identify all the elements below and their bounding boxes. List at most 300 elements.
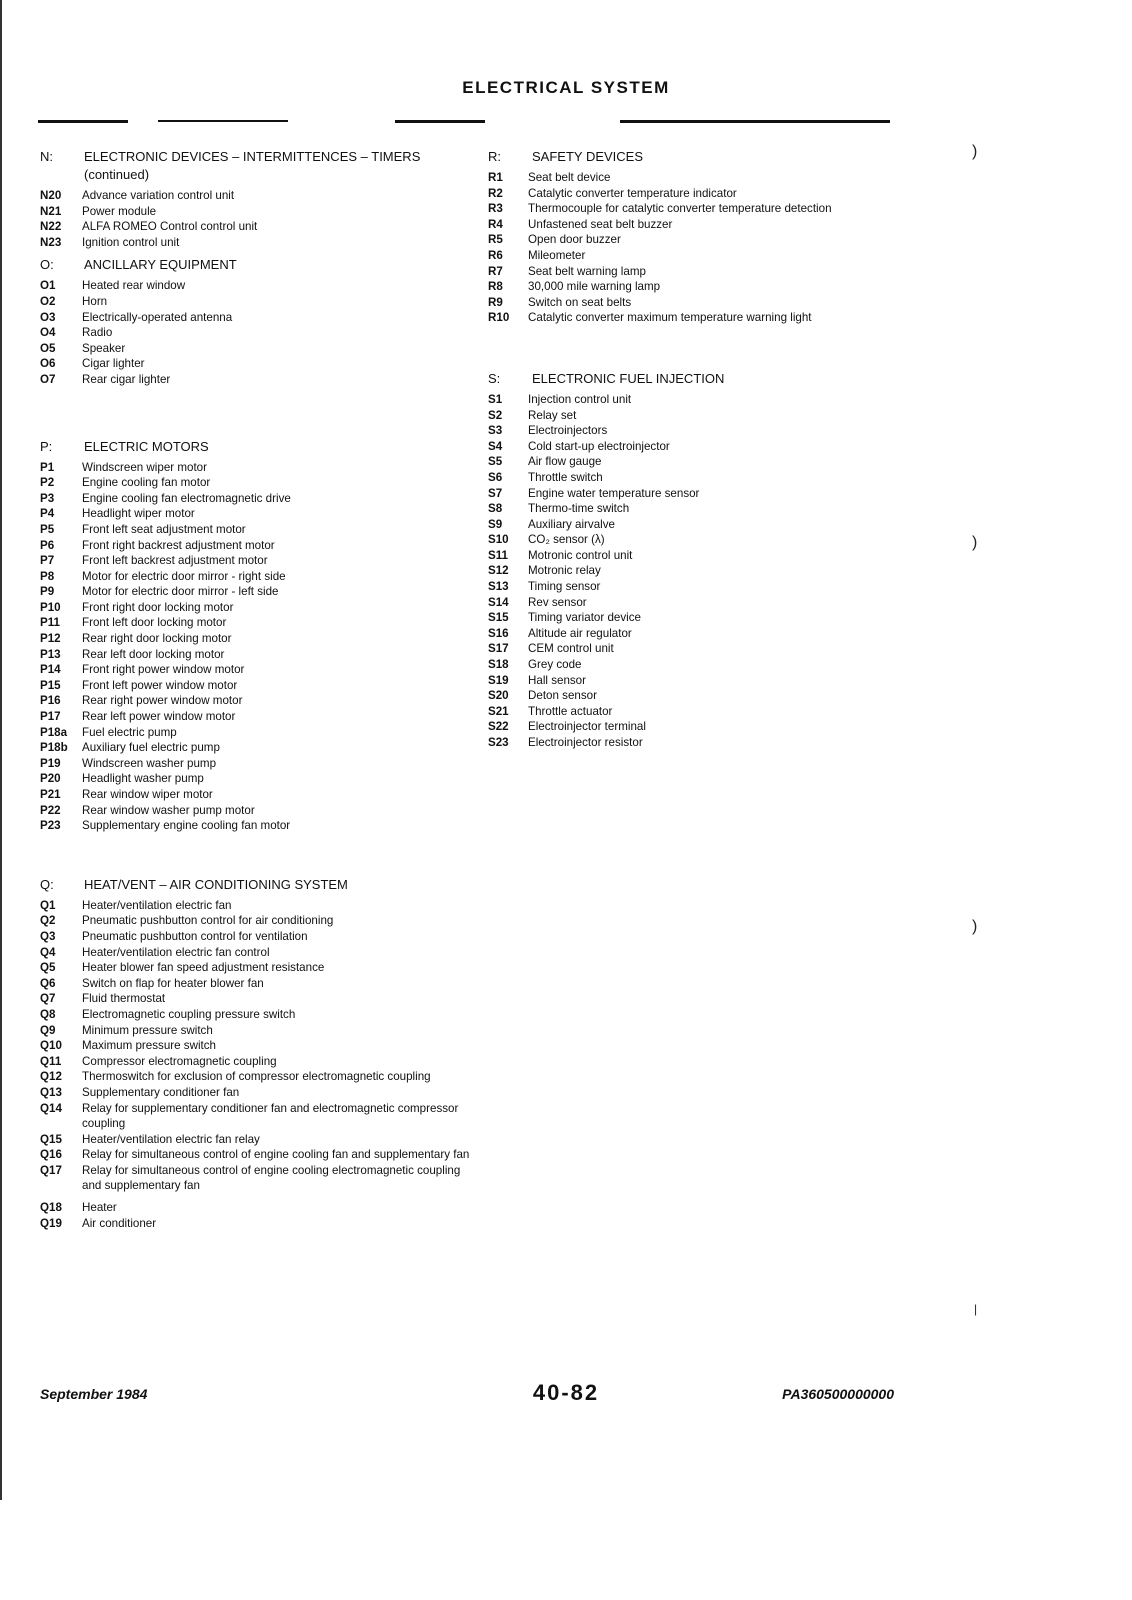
item-label: Cold start-up electroinjector bbox=[528, 439, 670, 453]
item-code: S9 bbox=[488, 517, 503, 531]
item-code: O2 bbox=[40, 294, 56, 308]
item-code: S11 bbox=[488, 548, 508, 562]
header-rule bbox=[620, 120, 890, 123]
item-label: Relay for simultaneous control of engine cooling fan and supplementary fan bbox=[82, 1148, 470, 1162]
item-label: Thermo-time switch bbox=[528, 502, 630, 516]
section-s bbox=[488, 370, 858, 751]
section-title: ANCILLARY EQUIPMENT bbox=[84, 257, 237, 273]
item-label: Minimum pressure switch bbox=[82, 1023, 213, 1037]
item-label: Mileometer bbox=[528, 248, 586, 262]
item-label: Seat belt device bbox=[528, 171, 611, 184]
item-code: P5 bbox=[40, 522, 55, 536]
item-label: Air conditioner bbox=[82, 1216, 157, 1230]
item-code: R1 bbox=[488, 171, 503, 184]
section-title: ELECTRONIC DEVICES – INTERMITTENCES – TIMERS (continued) bbox=[84, 149, 421, 182]
list-item bbox=[40, 615, 480, 631]
margin-mark: ) bbox=[972, 534, 978, 551]
page-title: ELECTRICAL SYSTEM bbox=[462, 78, 670, 97]
item-code: Q17 bbox=[40, 1163, 62, 1177]
item-code: Q18 bbox=[40, 1201, 62, 1215]
list-item bbox=[40, 709, 480, 725]
item-label: Electroinjectors bbox=[528, 424, 608, 438]
section-q bbox=[40, 876, 480, 1231]
item-label: Heater/ventilation electric fan bbox=[82, 898, 232, 912]
item-code: P3 bbox=[40, 491, 55, 505]
list-item bbox=[40, 960, 480, 976]
item-label: Cigar lighter bbox=[82, 357, 145, 371]
item-code: S1 bbox=[488, 392, 503, 406]
item-code: R8 bbox=[488, 280, 503, 294]
item-label: Relay set bbox=[528, 408, 577, 422]
item-code: Q1 bbox=[40, 898, 56, 912]
list-item bbox=[40, 929, 480, 945]
list-item bbox=[488, 673, 858, 689]
item-label: Rear window washer pump motor bbox=[82, 803, 255, 817]
list-item bbox=[488, 248, 858, 264]
item-list bbox=[488, 392, 858, 751]
item-code: S8 bbox=[488, 502, 503, 516]
item-label: Relay for simultaneous control of engine cooling electromagnetic coupling and supplementary fan bbox=[82, 1163, 461, 1193]
section-o bbox=[40, 256, 480, 387]
item-label: Supplementary engine cooling fan motor bbox=[82, 819, 291, 833]
item-code: P13 bbox=[40, 647, 61, 661]
item-code: P7 bbox=[40, 554, 55, 568]
list-item bbox=[488, 626, 858, 642]
list-item bbox=[488, 170, 858, 186]
item-label: Front left door locking motor bbox=[82, 616, 227, 630]
item-code: S14 bbox=[488, 595, 509, 609]
list-item bbox=[40, 725, 480, 741]
item-code: N23 bbox=[40, 235, 62, 249]
item-code: S17 bbox=[488, 642, 509, 656]
list-item bbox=[488, 295, 858, 311]
item-label: Electroinjector terminal bbox=[528, 720, 646, 734]
item-label: Heater/ventilation electric fan relay bbox=[82, 1132, 260, 1146]
list-item bbox=[488, 232, 858, 248]
item-label: Switch on seat belts bbox=[528, 295, 632, 309]
item-label: Headlight washer pump bbox=[82, 772, 204, 786]
list-item bbox=[40, 898, 480, 914]
item-code: O6 bbox=[40, 357, 56, 371]
item-code: Q11 bbox=[40, 1054, 62, 1068]
item-code: S21 bbox=[488, 704, 509, 718]
item-code: N20 bbox=[40, 189, 62, 202]
item-label: Throttle switch bbox=[528, 470, 603, 484]
item-code: P1 bbox=[40, 460, 55, 474]
list-item bbox=[488, 517, 858, 533]
list-item bbox=[488, 532, 858, 548]
item-code: P21 bbox=[40, 788, 61, 801]
item-code: S12 bbox=[488, 564, 509, 578]
footer-date: September 1984 bbox=[40, 1386, 148, 1402]
item-label: Relay for supplementary conditioner fan and electromagnetic compressor coupling bbox=[82, 1101, 459, 1131]
item-label: Pneumatic pushbutton control for air conditioning bbox=[82, 914, 334, 928]
item-label: Heated rear window bbox=[82, 279, 186, 293]
list-item bbox=[488, 548, 858, 564]
item-label: Rev sensor bbox=[528, 595, 587, 609]
item-code: S22 bbox=[488, 720, 509, 734]
item-label: Rear left power window motor bbox=[82, 710, 236, 724]
section-heading bbox=[40, 438, 480, 456]
list-item bbox=[488, 408, 858, 424]
list-item bbox=[488, 392, 858, 408]
list-item bbox=[40, 756, 480, 772]
item-code: P11 bbox=[40, 616, 60, 630]
item-label: Heater bbox=[82, 1201, 117, 1215]
list-item bbox=[40, 913, 480, 929]
section-title: HEAT/VENT – AIR CONDITIONING SYSTEM bbox=[84, 876, 348, 892]
item-code: S10 bbox=[488, 533, 509, 547]
item-label: Front left seat adjustment motor bbox=[82, 522, 246, 536]
item-label: Rear right door locking motor bbox=[82, 632, 232, 646]
item-label: Deton sensor bbox=[528, 689, 597, 703]
list-item bbox=[40, 491, 480, 507]
list-item bbox=[40, 662, 480, 678]
list-item bbox=[40, 1163, 480, 1194]
item-code: Q13 bbox=[40, 1085, 62, 1099]
item-label: Rear cigar lighter bbox=[82, 372, 171, 386]
list-item bbox=[488, 454, 858, 470]
item-label: Electroinjector resistor bbox=[528, 736, 643, 749]
list-item bbox=[488, 501, 858, 517]
item-code: Q4 bbox=[40, 945, 56, 959]
item-label: Maximum pressure switch bbox=[82, 1039, 217, 1053]
section-heading bbox=[40, 876, 480, 894]
list-item bbox=[40, 506, 480, 522]
item-label: Engine cooling fan electromagnetic drive bbox=[82, 491, 291, 505]
item-code: O3 bbox=[40, 310, 56, 324]
section-heading bbox=[488, 370, 858, 388]
list-item bbox=[40, 1054, 480, 1070]
header-rule bbox=[158, 120, 288, 122]
list-item bbox=[40, 1069, 480, 1085]
item-label: Motronic relay bbox=[528, 564, 601, 578]
section-title: SAFETY DEVICES bbox=[532, 149, 644, 164]
item-code: Q16 bbox=[40, 1148, 62, 1162]
list-item bbox=[40, 553, 480, 569]
item-list bbox=[40, 460, 480, 834]
item-label: Injection control unit bbox=[528, 392, 632, 406]
list-item bbox=[40, 976, 480, 992]
margin-mark: ) bbox=[972, 143, 978, 160]
list-item bbox=[488, 610, 858, 626]
item-code: Q2 bbox=[40, 914, 56, 928]
list-item bbox=[40, 278, 480, 294]
list-item bbox=[488, 310, 858, 326]
right-column bbox=[488, 148, 858, 751]
list-item bbox=[40, 771, 480, 787]
item-code: P20 bbox=[40, 772, 61, 786]
item-code: R9 bbox=[488, 295, 503, 309]
item-label: Motor for electric door mirror - left side bbox=[82, 585, 279, 599]
item-label: CEM control unit bbox=[528, 642, 614, 656]
item-code: P16 bbox=[40, 694, 61, 708]
list-item bbox=[488, 186, 858, 202]
item-code: S16 bbox=[488, 626, 509, 640]
item-label: Catalytic converter maximum temperature warning light bbox=[528, 311, 812, 325]
item-list bbox=[40, 188, 480, 250]
item-label: Open door buzzer bbox=[528, 233, 621, 247]
list-item bbox=[488, 688, 858, 704]
item-code: S2 bbox=[488, 408, 503, 422]
item-label: ALFA ROMEO Control control unit bbox=[82, 220, 258, 234]
list-item bbox=[488, 279, 858, 295]
item-label: Heater/ventilation electric fan control bbox=[82, 945, 270, 959]
item-code: P22 bbox=[40, 803, 61, 817]
item-label: Thermoswitch for exclusion of compressor electromagnetic coupling bbox=[82, 1070, 431, 1084]
list-item bbox=[40, 219, 480, 235]
list-item bbox=[40, 803, 480, 819]
list-item bbox=[40, 600, 480, 616]
item-label: Front right door locking motor bbox=[82, 600, 234, 614]
item-code: Q10 bbox=[40, 1039, 62, 1053]
item-code: N22 bbox=[40, 220, 62, 234]
list-item bbox=[40, 310, 480, 326]
item-label: Fluid thermostat bbox=[82, 992, 166, 1006]
item-code: S13 bbox=[488, 580, 509, 594]
list-item bbox=[488, 657, 858, 673]
list-item bbox=[40, 1132, 480, 1148]
item-code: Q5 bbox=[40, 961, 56, 975]
item-code: S5 bbox=[488, 455, 503, 469]
section-code: S: bbox=[488, 370, 501, 386]
list-item bbox=[40, 818, 480, 834]
list-item bbox=[488, 563, 858, 579]
list-item bbox=[40, 235, 480, 251]
list-item bbox=[40, 1147, 480, 1163]
document-code: PA360500000000 bbox=[782, 1386, 894, 1402]
item-code: S7 bbox=[488, 486, 503, 500]
item-code: O5 bbox=[40, 341, 56, 355]
item-label: Compressor electromagnetic coupling bbox=[82, 1054, 277, 1068]
item-label: Timing variator device bbox=[528, 611, 641, 625]
list-item bbox=[40, 1038, 480, 1054]
list-item bbox=[488, 439, 858, 455]
header-rule bbox=[395, 120, 485, 123]
item-label: Front right power window motor bbox=[82, 663, 245, 677]
item-code: O4 bbox=[40, 326, 56, 340]
list-item bbox=[40, 188, 480, 204]
list-item bbox=[40, 341, 480, 357]
item-label: Electrically-operated antenna bbox=[82, 310, 233, 324]
list-item bbox=[40, 991, 480, 1007]
list-item bbox=[40, 631, 480, 647]
section-code: O: bbox=[40, 257, 54, 273]
item-label: CO₂ sensor (λ) bbox=[528, 533, 605, 547]
list-item bbox=[40, 460, 480, 476]
item-label: Engine water temperature sensor bbox=[528, 486, 700, 500]
item-label: Speaker bbox=[82, 341, 126, 355]
item-label: Catalytic converter temperature indicator bbox=[528, 186, 737, 200]
item-code: P12 bbox=[40, 632, 61, 646]
item-code: R4 bbox=[488, 217, 503, 231]
item-code: S19 bbox=[488, 673, 509, 687]
item-code: O7 bbox=[40, 372, 56, 386]
list-item bbox=[488, 486, 858, 502]
item-label: Fuel electric pump bbox=[82, 725, 177, 739]
item-code: P14 bbox=[40, 663, 61, 677]
section-heading bbox=[488, 148, 858, 166]
item-code: Q3 bbox=[40, 929, 56, 943]
margin-mark: ) bbox=[972, 918, 978, 935]
section-code: N: bbox=[40, 149, 53, 164]
item-code: O1 bbox=[40, 279, 56, 293]
section-p bbox=[40, 438, 480, 834]
section-code: P: bbox=[40, 438, 53, 454]
item-code: Q6 bbox=[40, 976, 56, 990]
item-label: Windscreen wiper motor bbox=[82, 460, 207, 474]
section-n bbox=[40, 148, 480, 250]
item-code: S23 bbox=[488, 736, 509, 749]
item-code: Q12 bbox=[40, 1070, 62, 1084]
list-item bbox=[488, 201, 858, 217]
list-item bbox=[40, 1007, 480, 1023]
left-column bbox=[40, 148, 480, 1231]
item-label: Seat belt warning lamp bbox=[528, 264, 646, 278]
item-code: P2 bbox=[40, 476, 55, 490]
list-item bbox=[40, 325, 480, 341]
item-code: Q8 bbox=[40, 1007, 56, 1021]
list-item bbox=[40, 1200, 480, 1216]
list-item bbox=[488, 735, 858, 751]
list-item bbox=[40, 1085, 480, 1101]
list-item bbox=[488, 595, 858, 611]
item-code: R10 bbox=[488, 311, 510, 325]
list-item bbox=[40, 584, 480, 600]
section-code: Q: bbox=[40, 876, 54, 892]
list-item bbox=[488, 579, 858, 595]
item-label: Windscreen washer pump bbox=[82, 756, 217, 770]
item-code: P4 bbox=[40, 507, 55, 521]
item-code: P19 bbox=[40, 756, 61, 770]
item-code: P6 bbox=[40, 538, 55, 552]
list-item bbox=[40, 372, 480, 388]
item-label: Electromagnetic coupling pressure switch bbox=[82, 1007, 296, 1021]
list-item bbox=[40, 1216, 480, 1232]
list-item bbox=[40, 678, 480, 694]
item-code: S4 bbox=[488, 439, 503, 453]
item-code: Q19 bbox=[40, 1216, 62, 1230]
list-item bbox=[488, 423, 858, 439]
item-label: Front right backrest adjustment motor bbox=[82, 538, 275, 552]
item-code: P8 bbox=[40, 569, 55, 583]
item-code: P17 bbox=[40, 710, 61, 724]
item-label: Front left power window motor bbox=[82, 678, 238, 692]
list-item bbox=[40, 569, 480, 585]
item-code: P18b bbox=[40, 741, 68, 755]
list-item bbox=[40, 740, 480, 756]
item-code: R2 bbox=[488, 186, 503, 200]
item-label: Timing sensor bbox=[528, 580, 601, 594]
list-item bbox=[40, 693, 480, 709]
item-label: Radio bbox=[82, 326, 113, 340]
list-item bbox=[40, 522, 480, 538]
item-code: S6 bbox=[488, 470, 503, 484]
section-title: ELECTRIC MOTORS bbox=[84, 438, 209, 454]
item-code: Q9 bbox=[40, 1023, 56, 1037]
list-item bbox=[40, 1023, 480, 1039]
item-code: R5 bbox=[488, 233, 503, 247]
list-item bbox=[40, 647, 480, 663]
item-label: Hall sensor bbox=[528, 673, 586, 687]
item-label: Rear window wiper motor bbox=[82, 788, 213, 801]
item-label: Front left backrest adjustment motor bbox=[82, 554, 268, 568]
item-code: Q14 bbox=[40, 1101, 62, 1115]
item-label: 30,000 mile warning lamp bbox=[528, 280, 661, 294]
item-label: Power module bbox=[82, 204, 157, 218]
list-item bbox=[40, 787, 480, 803]
list-item bbox=[488, 641, 858, 657]
item-label: Supplementary conditioner fan bbox=[82, 1085, 240, 1099]
item-label: Altitude air regulator bbox=[528, 626, 632, 640]
item-label: Heater blower fan speed adjustment resistance bbox=[82, 961, 325, 975]
item-code: P9 bbox=[40, 585, 55, 599]
item-label: Motronic control unit bbox=[528, 548, 633, 562]
item-label: Motor for electric door mirror - right side bbox=[82, 569, 286, 583]
margin-mark: | bbox=[974, 1302, 978, 1316]
section-heading bbox=[40, 256, 480, 274]
item-list bbox=[488, 170, 858, 326]
list-item bbox=[40, 1101, 480, 1132]
item-label: Rear left door locking motor bbox=[82, 647, 225, 661]
item-label: Thermocouple for catalytic converter temperature detection bbox=[528, 202, 832, 216]
item-code: S3 bbox=[488, 424, 503, 438]
item-label: Unfastened seat belt buzzer bbox=[528, 217, 673, 231]
item-code: S15 bbox=[488, 611, 509, 625]
item-label: Throttle actuator bbox=[528, 704, 613, 718]
list-item bbox=[40, 475, 480, 491]
item-label: Advance variation control unit bbox=[82, 189, 235, 202]
section-r bbox=[488, 148, 858, 326]
section-code: R: bbox=[488, 149, 501, 164]
list-item bbox=[488, 719, 858, 735]
item-label: Engine cooling fan motor bbox=[82, 476, 211, 490]
section-title: ELECTRONIC FUEL INJECTION bbox=[532, 370, 725, 386]
item-label: Grey code bbox=[528, 658, 582, 672]
list-item bbox=[40, 356, 480, 372]
item-label: Rear right power window motor bbox=[82, 694, 243, 708]
item-code: P23 bbox=[40, 819, 61, 833]
list-item bbox=[40, 294, 480, 310]
item-label: Auxiliary fuel electric pump bbox=[82, 741, 220, 755]
header-rule bbox=[38, 120, 128, 123]
item-label: Switch on flap for heater blower fan bbox=[82, 976, 264, 990]
item-label: Auxiliary airvalve bbox=[528, 517, 615, 531]
item-code: P15 bbox=[40, 678, 61, 692]
list-item bbox=[40, 204, 480, 220]
item-label: Headlight wiper motor bbox=[82, 507, 195, 521]
list-item bbox=[40, 538, 480, 554]
item-code: P10 bbox=[40, 600, 61, 614]
binder-edge-line bbox=[0, 0, 2, 1500]
item-code: R7 bbox=[488, 264, 503, 278]
item-code: Q7 bbox=[40, 992, 56, 1006]
item-code: R6 bbox=[488, 248, 503, 262]
item-code: Q15 bbox=[40, 1132, 62, 1146]
item-code: R3 bbox=[488, 202, 503, 216]
list-item bbox=[488, 470, 858, 486]
item-list bbox=[40, 898, 480, 1231]
item-code: S18 bbox=[488, 658, 509, 672]
section-heading bbox=[40, 148, 480, 184]
item-code: N21 bbox=[40, 204, 62, 218]
item-label: Horn bbox=[82, 294, 108, 308]
list-item bbox=[488, 704, 858, 720]
page-number: 40-82 bbox=[532, 1380, 600, 1405]
list-item bbox=[40, 945, 480, 961]
list-item bbox=[488, 217, 858, 233]
item-label: Pneumatic pushbutton control for ventilation bbox=[82, 929, 308, 943]
